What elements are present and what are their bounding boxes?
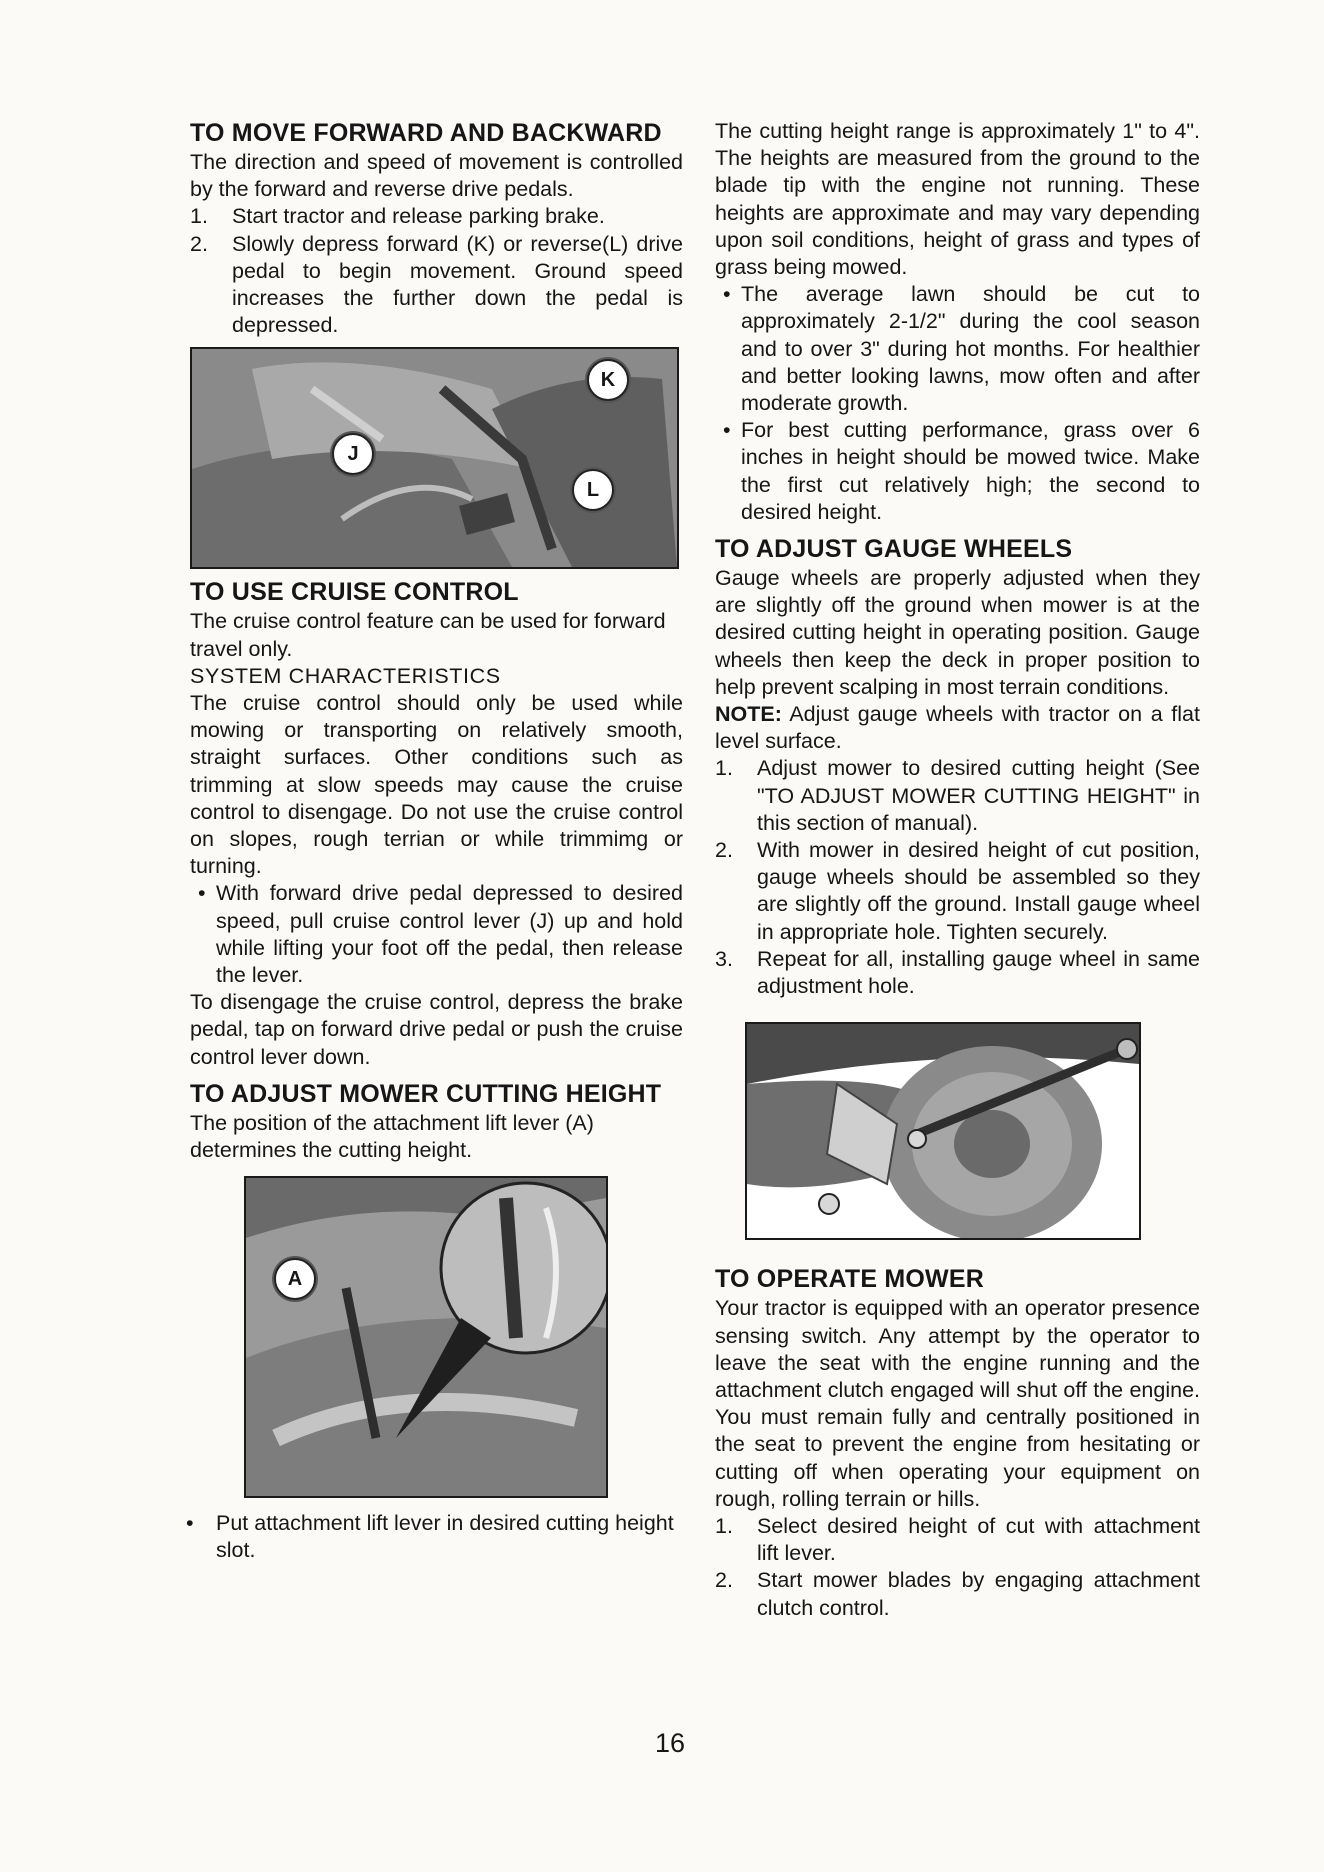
gauge-wheel-illustration — [747, 1024, 1139, 1238]
gauge-heading: TO ADJUST GAUGE WHEELS — [715, 535, 1073, 564]
height-intro: The position of the attachment lift lever (A) determines the cutting height. — [190, 1110, 594, 1163]
callout-l: L — [572, 469, 614, 511]
forward-heading: TO MOVE FORWARD AND BACKWARD — [190, 119, 662, 147]
callout-a: A — [274, 1258, 316, 1300]
operate-step-2: 2. Start mower blades by engaging attachment clutch control. — [715, 1568, 1200, 1620]
height-bullets — [186, 1510, 683, 1564]
left-column — [186, 118, 683, 1565]
gauge-note: NOTE: Adjust gauge wheels with tractor on a flat level surface. — [715, 702, 1200, 754]
operate-heading: TO OPERATE MOWER — [715, 1265, 984, 1294]
forward-intro: The direction and speed of movement is controlled by the forward and reverse drive pedals. — [190, 150, 683, 202]
gauge-wheel-photo — [745, 1022, 1141, 1240]
forward-step-1: 1. Start tractor and release parking brake. — [190, 204, 605, 229]
lawn-tips — [715, 281, 1200, 526]
height-range-text: The cutting height range is approximately 1" to 4". The heights are measured from the ground to the blade tip with the engine not running. These heights are approximate and may vary depending upon soil conditions, height of grass and types of grass being mowed. — [715, 119, 1200, 280]
callout-k: K — [587, 359, 629, 401]
operate-intro: Your tractor is equipped with an operator presence sensing switch. Any attempt by the operator to leave the seat with the engine running and the attachment clutch engaged will shut off the engine. You must remain fully and centrally positioned in the seat to prevent the engine from hesitating or cutting off when operating your equipment on rough, rolling terrain or hills. — [715, 1296, 1200, 1511]
lift-lever-illustration — [246, 1178, 606, 1496]
pedal-photo — [190, 347, 679, 569]
forward-step-2: 2. Slowly depress forward (K) or reverse(L) drive pedal to begin movement. Ground speed increases the further down the pedal is depressed. — [190, 231, 683, 338]
operate-steps — [715, 1513, 1200, 1622]
gauge-step-2: 2. With mower in desired height of cut position, gauge wheels should be assembled so they are slightly off the ground. Install gauge wheel in appropriate hole. Tighten securely. — [715, 838, 1200, 944]
cruise-intro: The cruise control feature can be used for forward travel only. — [190, 609, 666, 661]
right-column — [715, 118, 1200, 1622]
lift-lever-photo — [244, 1176, 608, 1498]
lawn-tip-2: • For best cutting performance, grass over 6 inches in height should be mowed twice. Make the first cut relatively high; the second to desired height. — [723, 418, 1200, 524]
cruise-subheading: SYSTEM CHARACTERISTICS — [190, 663, 501, 688]
cruise-bullet: • With forward drive pedal depressed to desired speed, pull cruise control lever (J) up and hold while lifting your foot off the pedal, then release the lever. — [198, 881, 683, 988]
height-heading: TO ADJUST MOWER CUTTING HEIGHT — [190, 1079, 662, 1108]
cruise-heading: TO USE CRUISE CONTROL — [190, 578, 519, 607]
cruise-bullets — [190, 880, 683, 989]
gauge-intro: Gauge wheels are properly adjusted when they are slightly off the ground when mower is at the desired cutting height in operating position. Gauge wheels then keep the deck in proper position to help prevent scalping in most terrain conditions. — [715, 566, 1200, 699]
gauge-step-3: 3. Repeat for all, installing gauge wheel in same adjustment hole. — [715, 946, 1200, 999]
gauge-step-1: 1. Adjust mower to desired cutting height (See "TO ADJUST MOWER CUTTING HEIGHT" in this section of manual). — [715, 756, 1200, 835]
lawn-tip-1: • The average lawn should be cut to approximately 2-1/2" during the cool season and to over 3" during hot months. For healthier and better looking lawns, mow often and after moderate growth. — [723, 282, 1200, 416]
gauge-steps — [715, 755, 1200, 1000]
height-bullet: • Put attachment lift lever in desired cutting height slot. — [186, 1511, 674, 1563]
forward-steps — [190, 203, 683, 339]
callout-j: J — [332, 433, 374, 475]
operate-step-1: 1. Select desired height of cut with attachment lift lever. — [715, 1513, 1200, 1566]
cruise-disengage: To disengage the cruise control, depress the brake pedal, tap on forward drive pedal or push the cruise control lever down. — [190, 990, 683, 1069]
cruise-body: The cruise control should only be used while mowing or transporting on relatively smooth, straight surfaces. Other conditions such as trimming at slow speeds may cause the cruise control to disengage. Do not use the cruise control on slopes, rough terrian or while trimmimg or turning. — [190, 691, 683, 879]
page-number: 16 — [654, 1728, 686, 1758]
